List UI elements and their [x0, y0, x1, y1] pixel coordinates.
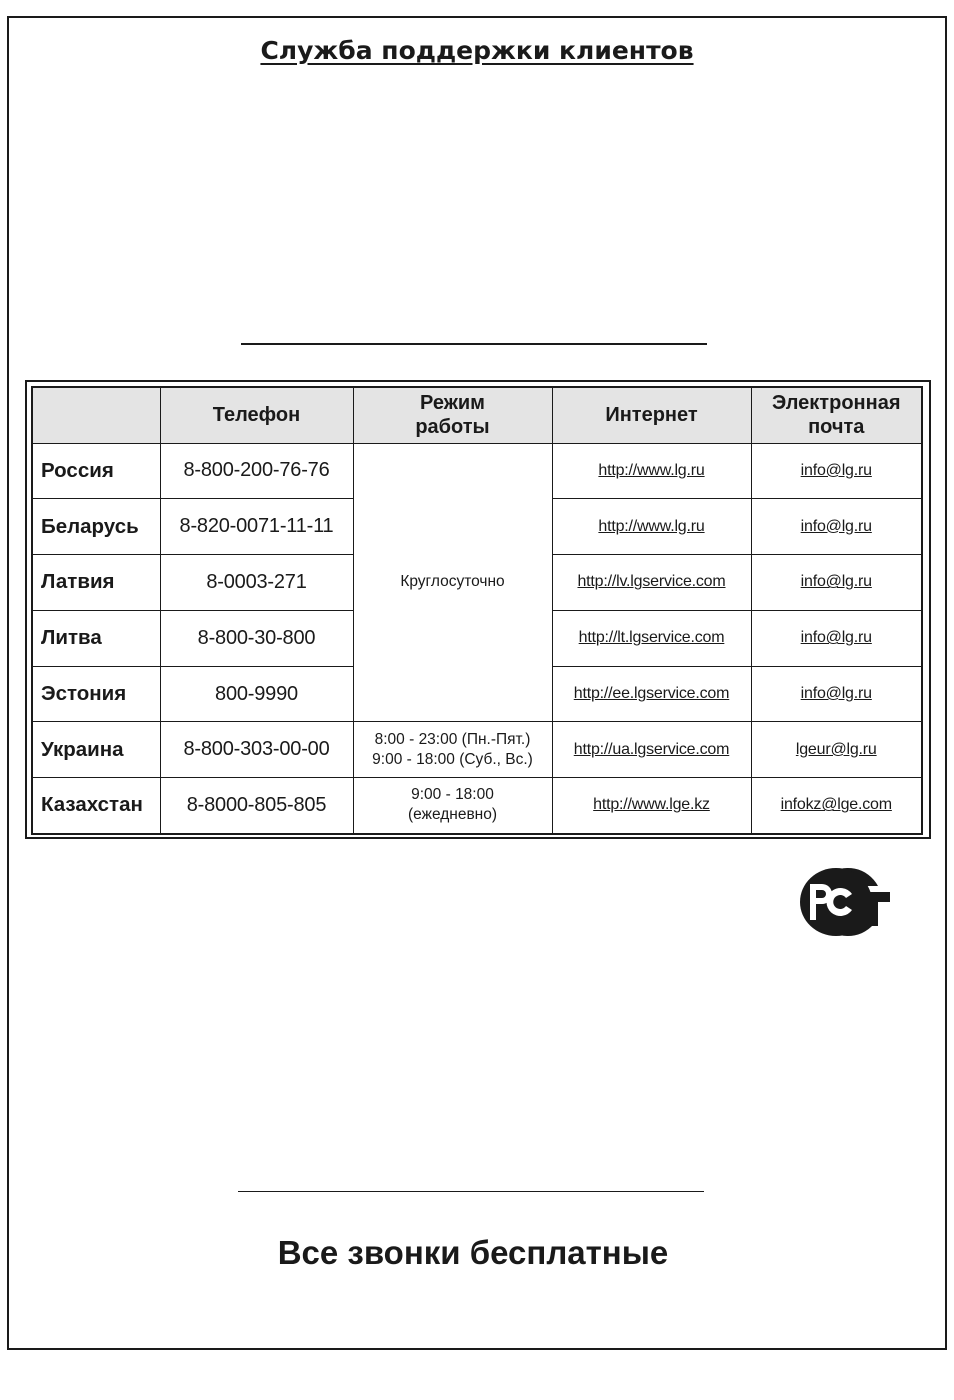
- header-phone: Телефон: [160, 387, 353, 443]
- hours-cell-24h: Круглосуточно: [353, 443, 552, 722]
- email-cell: [751, 666, 922, 722]
- phone-cell: 8-800-303-00-00: [160, 722, 353, 778]
- website-link[interactable]: http://lt.lgservice.com: [578, 629, 725, 647]
- hours-cell: [353, 722, 552, 778]
- country-cell: Латвия: [32, 555, 160, 611]
- website-link[interactable]: http://ua.lgservice.com: [573, 740, 730, 758]
- phone-cell: 800-9990: [160, 666, 353, 722]
- email-link[interactable]: info@lg.ru: [800, 629, 872, 647]
- support-contacts-table: [31, 386, 923, 835]
- internet-cell: [552, 666, 751, 722]
- internet-cell: [552, 722, 751, 778]
- email-cell: [751, 499, 922, 555]
- country-cell: Россия: [32, 443, 160, 499]
- table-header-row: [32, 387, 922, 443]
- hours-line1: 9:00 - 18:00: [411, 786, 494, 804]
- header-email-line2: почта: [808, 416, 865, 439]
- phone-cell: 8-820-0071-11-11: [160, 499, 353, 555]
- website-link[interactable]: http://www.lg.ru: [598, 517, 705, 535]
- email-cell: [751, 610, 922, 666]
- header-email-line1: Электронная: [772, 392, 901, 415]
- email-cell: [751, 443, 922, 499]
- internet-cell: [552, 499, 751, 555]
- phone-cell: 8-0003-271: [160, 555, 353, 611]
- footer-note: Все звонки бесплатные: [277, 1234, 669, 1271]
- internet-cell: [552, 443, 751, 499]
- email-link[interactable]: lgeur@lg.ru: [795, 740, 877, 758]
- email-link[interactable]: info@lg.ru: [800, 461, 872, 479]
- internet-cell: [552, 555, 751, 611]
- table-row: [32, 443, 922, 499]
- header-hours-line1: Режим: [420, 392, 485, 415]
- country-cell: Литва: [32, 610, 160, 666]
- country-cell: Казахстан: [32, 778, 160, 834]
- hours-line2: 9:00 - 18:00 (Суб., Вс.): [372, 750, 533, 768]
- internet-cell: [552, 610, 751, 666]
- country-cell: Беларусь: [32, 499, 160, 555]
- certification-mark-icon: [792, 866, 892, 938]
- internet-cell: [552, 778, 751, 834]
- hours-line1: 8:00 - 23:00 (Пн.-Пят.): [374, 730, 531, 748]
- country-cell: Эстония: [32, 666, 160, 722]
- header-country: [32, 387, 160, 443]
- divider-top: [241, 343, 707, 345]
- email-cell: [751, 722, 922, 778]
- hours-cell: [353, 778, 552, 834]
- country-cell: Украина: [32, 722, 160, 778]
- email-link[interactable]: info@lg.ru: [800, 517, 872, 535]
- page-title: Служба поддержки клиентов: [260, 36, 694, 65]
- email-cell: [751, 555, 922, 611]
- header-hours-line2: работы: [415, 416, 490, 439]
- support-table-frame: [25, 380, 931, 839]
- divider-bottom: [238, 1191, 704, 1192]
- hours-line2: (ежедневно): [407, 806, 498, 824]
- header-email: [751, 387, 922, 443]
- website-link[interactable]: http://www.lge.kz: [593, 796, 710, 814]
- email-cell: [751, 778, 922, 834]
- phone-cell: 8-8000-805-805: [160, 778, 353, 834]
- phone-cell: 8-800-200-76-76: [160, 443, 353, 499]
- website-link[interactable]: http://www.lg.ru: [598, 461, 705, 479]
- header-hours: [353, 387, 552, 443]
- table-row: [32, 722, 922, 778]
- phone-cell: 8-800-30-800: [160, 610, 353, 666]
- header-internet: Интернет: [552, 387, 751, 443]
- table-row: [32, 778, 922, 834]
- website-link[interactable]: http://lv.lgservice.com: [577, 573, 726, 591]
- email-link[interactable]: infokz@lge.com: [780, 796, 892, 814]
- website-link[interactable]: http://ee.lgservice.com: [573, 685, 730, 703]
- email-link[interactable]: info@lg.ru: [800, 685, 872, 703]
- email-link[interactable]: info@lg.ru: [800, 573, 872, 591]
